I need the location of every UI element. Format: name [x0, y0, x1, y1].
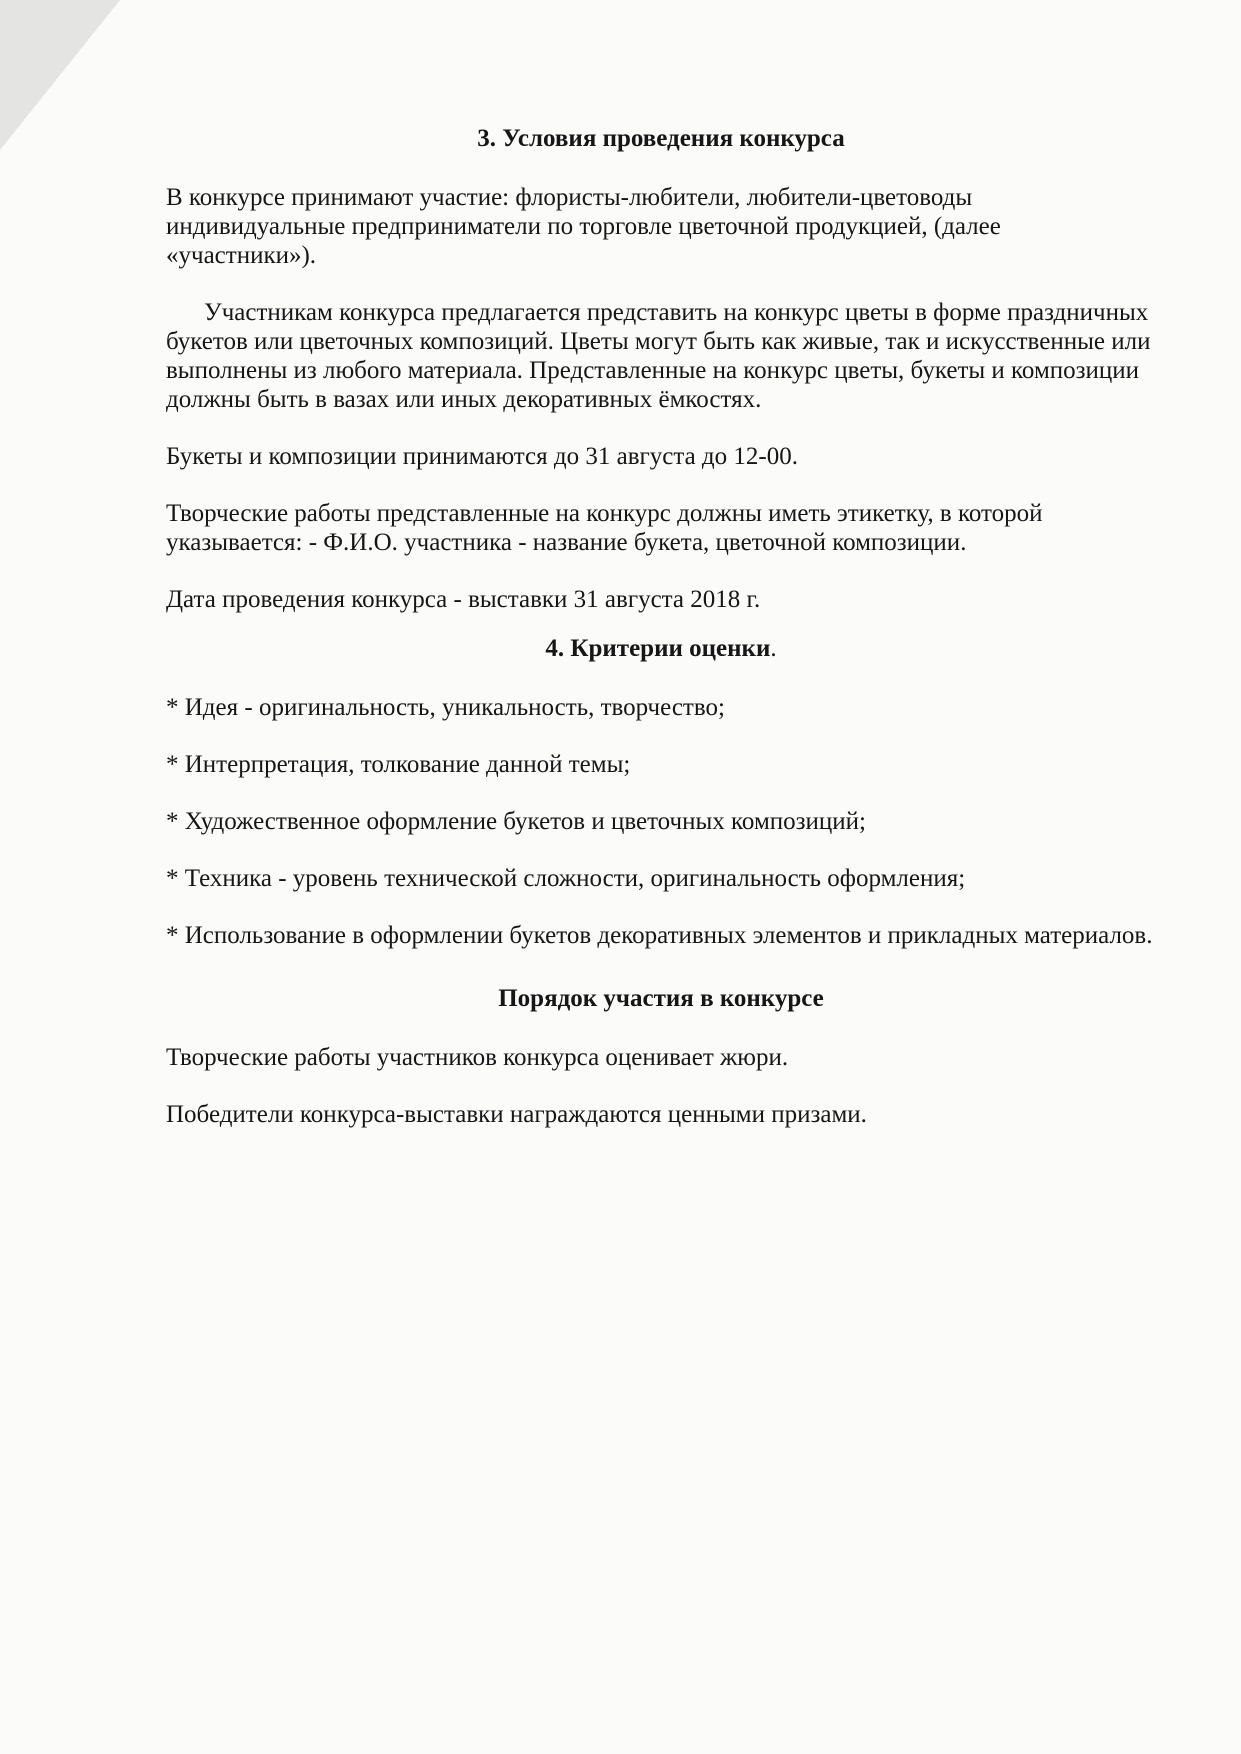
procedure-heading: Порядок участия в конкурсе — [498, 985, 824, 1012]
criterion-item: * Художественное оформление букетов и цветочных композиций; — [166, 808, 866, 835]
deadline-paragraph: Букеты и композиции принимаются до 31 августа до 12-00. — [166, 443, 798, 470]
proposal-paragraph: Участникам конкурса предлагается представить на конкурс цветы в форме праздничных букетов или цветочных композиций. Цветы могут быть как живые, так и искусственные или выполнены из любого материала. Представленные на конкурс цветы, букеты и композиции должны быть в вазах или иных декоративных ёмкостях. — [166, 299, 1151, 413]
page-corner-shadow — [0, 0, 120, 150]
criterion-item: * Интерпретация, толкование данной темы; — [166, 751, 631, 778]
document-body — [166, 124, 1156, 1129]
section-3-heading: 3. Условия проведения конкурса — [477, 125, 845, 152]
section-4-title: 4. Критерии оценки — [545, 635, 771, 662]
section-4-heading — [166, 634, 1156, 663]
jury-paragraph: Творческие работы участников конкурса оценивает жюри. — [166, 1044, 789, 1071]
criterion-item: * Техника - уровень технической сложности, оригинальность оформления; — [166, 865, 966, 892]
criterion-item: * Идея - оригинальность, уникальность, творчество; — [166, 694, 725, 721]
participants-paragraph: В конкурсе принимают участие: флористы-любители, любители-цветоводы индивидуальные предприниматели по торговле цветочной продукцией, (далее «участники»). — [166, 184, 1001, 269]
criterion-item: * Использование в оформлении букетов декоративных элементов и прикладных материалов. — [166, 922, 1153, 949]
contest-date-paragraph: Дата проведения конкурса - выставки 31 августа 2018 г. — [166, 586, 761, 613]
section-4-title-dot: . — [770, 635, 777, 662]
winners-paragraph: Победители конкурса-выставки награждаются ценными призами. — [166, 1101, 867, 1128]
label-requirements-paragraph: Творческие работы представленные на конкурс должны иметь этикетку, в которой указывается: - Ф.И.О. участника - название букета, цветочной композиции. — [166, 500, 1043, 556]
